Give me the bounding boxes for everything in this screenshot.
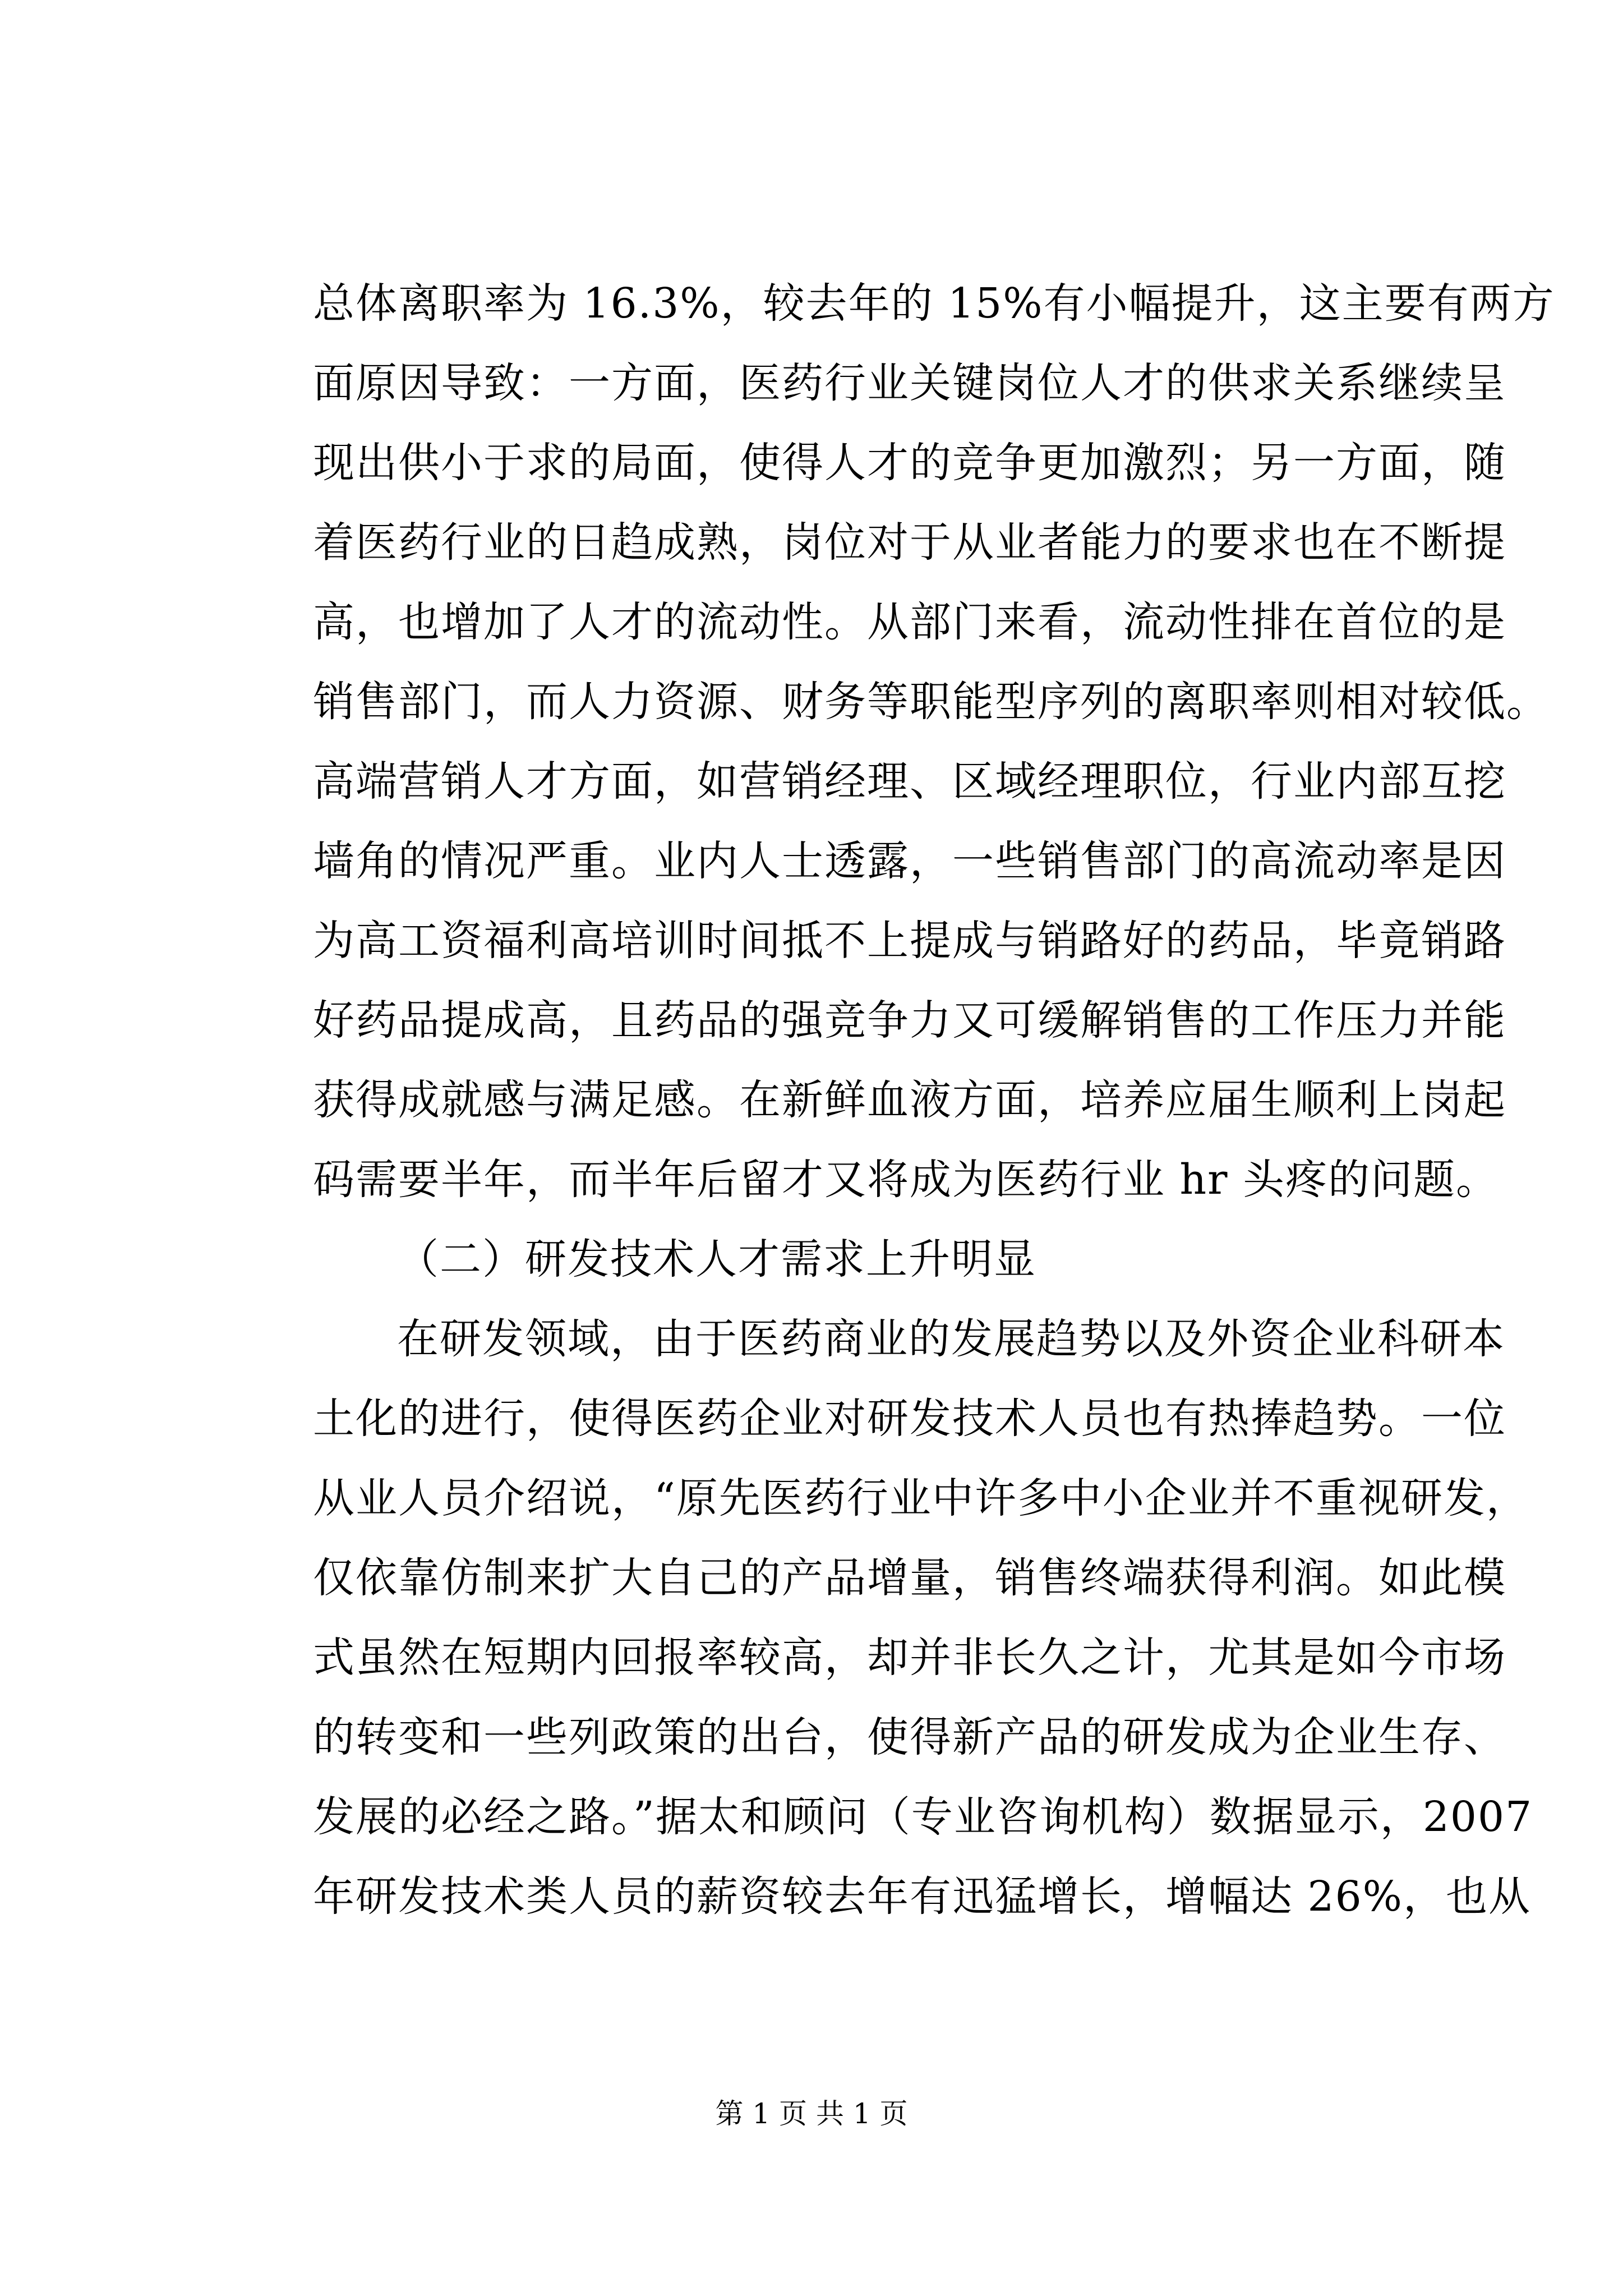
section-heading: （二）研发技术人才需求上升明显 [397,1235,1036,1283]
paragraph-line: 总体离职率为 16.3%，较去年的 15%有小幅提升，这主要有两方 [313,279,1555,328]
paragraph-line: 墙角的情况严重。业内人士透露，一些销售部门的高流动率是因 [313,837,1506,885]
document-body [313,264,1555,1936]
paragraph-line: 式虽然在短期内回报率较高，却并非长久之计，尤其是如今市场 [313,1634,1506,1682]
paragraph-line: 面原因导致：一方面，医药行业关键岗位人才的供求关系继续呈 [313,359,1506,407]
paragraph-line: 仅依靠仿制来扩大自己的产品增量，销售终端获得利润。如此模 [313,1554,1506,1602]
paragraph-line: 高端营销人才方面，如营销经理、区域经理职位，行业内部互挖 [313,757,1506,806]
paragraph-line: 现出供小于求的局面，使得人才的竞争更加激烈；另一方面，随 [313,439,1506,487]
paragraph-line: 着医药行业的日趋成熟，岗位对于从业者能力的要求也在不断提 [313,518,1506,567]
paragraph-line: 年研发技术类人员的薪资较去年有迅猛增长，增幅达 26%，也从 [313,1872,1531,1921]
page-number-footer: 第 1 页 共 1 页 [715,2097,908,2130]
paragraph-line: 获得成就感与满足感。在新鲜血液方面，培养应届生顺利上岗起 [313,1076,1506,1124]
paragraph-line: 销售部门，而人力资源、财务等职能型序列的离职率则相对较低。 [313,678,1549,726]
paragraph-line: 高，也增加了人才的流动性。从部门来看，流动性排在首位的是 [313,598,1506,646]
paragraph-line: 好药品提成高，且药品的强竞争力又可缓解销售的工作压力并能 [313,996,1506,1045]
paragraph-line: 土化的进行，使得医药企业对研发技术人员也有热捧趋势。一位 [313,1395,1506,1443]
paragraph-line: 发展的必经之路。”据太和顾问（专业咨询机构）数据显示，2007 [313,1793,1533,1841]
paragraph-line: 从业人员介绍说，“原先医药行业中许多中小企业并不重视研发， [313,1474,1529,1522]
paragraph-line: 的转变和一些列政策的出台，使得新产品的研发成为企业生存、 [313,1713,1506,1761]
paragraph-line: 为高工资福利高培训时间抵不上提成与销路好的药品，毕竟销路 [313,917,1506,965]
paragraph-line: 码需要半年，而半年后留才又将成为医药行业 hr 头疼的问题。 [313,1156,1499,1204]
paragraph-line: 在研发领域，由于医药商业的发展趋势以及外资企业科研本 [397,1315,1505,1363]
